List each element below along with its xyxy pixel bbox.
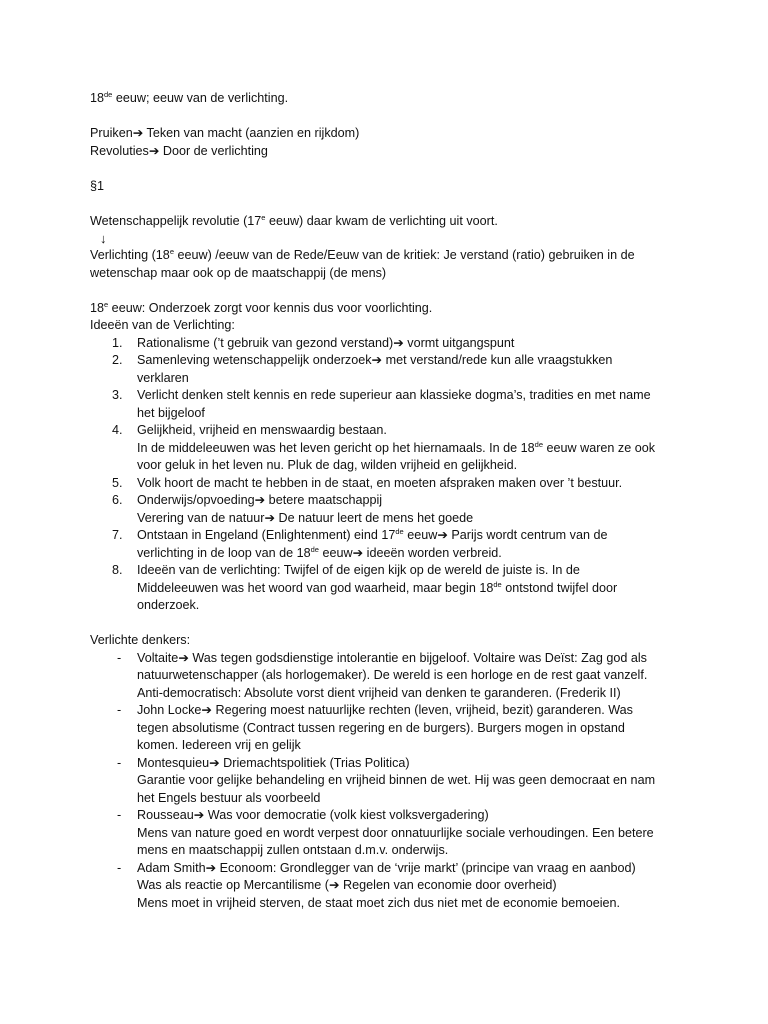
intro-description: Teken van macht (aanzien en rijkdom) [143,126,360,140]
intro-description: Door de verlichting [159,143,268,158]
heading-text-rest: eeuw; eeuw van de verlichting. [112,91,289,105]
right-arrow-icon: ➔ [254,493,266,507]
item-superscript: de [395,527,404,536]
denker-name: John Locke [137,703,202,717]
denker-smith [90,860,690,913]
denker-line-2: Mens van nature goed en wordt verpest door onnatuurlijke sociale verhoudingen. Een betere [137,825,654,840]
denker-line-2-rest: Regelen van economie door overheid) [339,878,557,892]
list-number: 6. [112,493,123,507]
denker-line-2: Was als reactie op Mercantilisme ( [137,878,329,892]
item-text: Volk hoort de macht te hebben in de staat, en moeten afspraken maken over ’t bestuur. [137,475,623,490]
definition-superscript: e [169,247,174,256]
intro-term: Pruiken [90,126,133,140]
list-item [90,492,690,527]
right-arrow-icon: ➔ [352,545,364,560]
item-line-2-mid: eeuw [318,545,353,560]
list-dash: - [117,808,122,822]
down-arrow-icon: ↓ [100,231,107,246]
definition-text: Verlichting (18 [90,248,170,262]
denker-line-2: tegen absolutisme (Contract tussen regering en de burgers). Burgers mogen in opstand [137,720,625,735]
item-text: Verlicht denken stelt kennis en rede superieur aan klassieke dogma’s, tradities en met name [137,388,651,402]
verlichting-definition [90,247,690,282]
list-item [90,527,690,562]
definition-line-2: wetenschap maar ook op de maatschappij (de mens) [90,265,387,280]
item-line-2: verklaren [137,370,189,385]
right-arrow-icon: ➔ [437,528,448,542]
denker-line-2: natuurwetenschapper (als horlogemaker). De wereld is een horloge en de rest gaat vanzelf. [137,668,648,682]
document-heading [90,90,690,108]
item-text: Samenleving wetenschappelijk onderzoek [137,353,372,367]
item-line-2-rest: eeuw waren ze ook [543,440,656,455]
wetenschap-line [90,213,690,231]
item-superscript: de [310,544,319,554]
item-superscript: de [493,579,502,589]
denker-name: Montesquieu [137,755,210,770]
denker-line-2: Garantie voor gelijke behandeling en vrijheid binnen de wet. Hij was geen democraat en nam [137,773,656,787]
denker-description: Was tegen godsdienstige intolerantie en bijgeloof. Voltaire was Deïst: Zag god als [188,650,647,665]
list-dash: - [117,650,122,665]
denker-locke [90,702,690,755]
list-number: 8. [112,563,123,577]
heading-text: 18 [90,91,105,105]
wetenschap-text: Wetenschappelijk revolutie (17 [90,213,262,228]
list-item [90,562,690,615]
denker-rousseau [90,807,690,860]
item-text: Onderwijs/opvoeding [137,493,255,507]
item-line-2-rest: De natuur leert de mens het goede [275,510,474,525]
item-superscript: de [534,439,543,449]
item-line-2-rest: ontstond twijfel door [501,580,618,595]
document-content [90,90,690,912]
list-dash: - [117,860,122,875]
item-text-rest: vormt uitgangspunt [403,335,515,350]
denker-name: Adam Smith [137,860,206,875]
denker-line-3: Anti-democratisch: Absolute vorst dient vrijheid van denken te garanderen. (Frederik II) [137,685,621,700]
denker-name: Voltaite [137,650,179,665]
item-line-2-rest: ideeën worden verbreid. [363,545,502,560]
item-text: Ideeën van de verlichting: Twijfel of de eigen kijk op de wereld de juiste is. In de [137,563,580,577]
list-dash: - [117,755,122,770]
onderzoek-superscript: e [104,299,109,309]
list-item [90,335,690,353]
denker-description: Regering moest natuurlijke rechten (leven, vrijheid, bezit) garanderen. Was [211,703,633,717]
item-line-2: het bijgeloof [137,405,205,420]
item-text: Ontstaan in Engeland (Enlightenment) eind 17 [137,528,396,542]
denker-name: Rousseau [137,808,194,822]
list-number: 2. [112,353,123,367]
intro-line-revoluties [90,143,690,161]
item-text-rest: Parijs wordt centrum van de [447,528,608,542]
denker-line-3: komen. Iedereen vrij en gelijk [137,738,301,752]
item-line-2: Verering van de natuur [137,510,265,525]
intro-term: Revoluties [90,143,149,158]
list-number: 3. [112,388,123,402]
ideeen-list [90,335,690,615]
item-line-3: voor geluk in het leven nu. Pluk de dag, wilden vrijheid en gelijkheid. [137,458,518,472]
right-arrow-icon: ➔ [393,335,404,350]
intro-line-pruiken [90,125,690,143]
right-arrow-icon: ➔ [329,878,340,892]
item-text: Gelijkheid, vrijheid en menswaardig bestaan. [137,423,387,437]
item-line-2: In de middeleeuwen was het leven gericht op het hiernamaals. In de 18 [137,440,535,455]
denker-montesquieu [90,755,690,808]
item-line-2: verlichting in de loop van de 18 [137,545,311,560]
list-number: 4. [112,423,123,437]
list-dash: - [117,703,122,717]
list-item [90,387,690,422]
item-line-3: onderzoek. [137,598,200,612]
denkers-list [90,650,690,913]
heading-superscript: de [104,90,113,99]
onderzoek-line [90,300,690,318]
list-number: 7. [112,528,123,542]
denker-description: Driemachtspolitiek (Trias Politica) [219,755,410,770]
right-arrow-icon: ➔ [178,650,189,665]
denker-description: Was voor democratie (volk kiest volksvergadering) [204,808,489,822]
list-number: 5. [112,475,123,490]
onderzoek-text: 18 [90,300,105,315]
wetenschap-text-rest: eeuw) daar kwam de verlichting uit voort. [265,213,498,228]
right-arrow-icon: ➔ [371,353,383,367]
right-arrow-icon: ➔ [193,808,205,822]
list-number: 1. [112,335,123,350]
right-arrow-icon: ➔ [209,755,220,770]
denkers-title: Verlichte denkers: [90,633,191,647]
denker-line-3: Mens moet in vrijheid sterven, de staat moet zich dus niet met de economie bemoeien. [137,895,621,910]
right-arrow-icon: ➔ [201,703,212,717]
list-item [90,352,690,387]
definition-text-rest: eeuw) /eeuw van de Rede/Eeuw van de kritiek: Je verstand (ratio) gebruiken in de [173,248,635,262]
right-arrow-icon: ➔ [132,126,144,140]
item-text-rest: betere maatschappij [265,493,383,507]
item-text-mid: eeuw [403,528,438,542]
wetenschap-superscript: e [261,212,266,222]
list-item [90,422,690,475]
right-arrow-icon: ➔ [264,510,275,525]
denker-line-3: mens en maatschappij zullen ontstaan d.m.v. onderwijs. [137,843,449,857]
denker-line-3: het Engels bestuur als voorbeeld [137,790,321,805]
onderzoek-text-rest: eeuw: Onderzoek zorgt voor kennis dus voor voorlichting. [108,300,433,315]
list-item [90,475,690,493]
denker-description: Econoom: Grondlegger van de ‘vrije markt’ (principe van vraag en aanbod) [216,860,636,875]
right-arrow-icon: ➔ [205,860,217,875]
right-arrow-icon: ➔ [148,143,160,158]
item-line-2: Middeleeuwen was het woord van god waarheid, maar begin 18 [137,580,494,595]
section-mark: §1 [90,178,105,193]
item-text-rest: met verstand/rede kun alle vraagstukken [382,353,613,367]
item-text: Rationalisme (’t gebruik van gezond verstand) [137,335,394,350]
ideeen-title: Ideeën van de Verlichting: [90,318,235,332]
denker-voltaire [90,650,690,703]
